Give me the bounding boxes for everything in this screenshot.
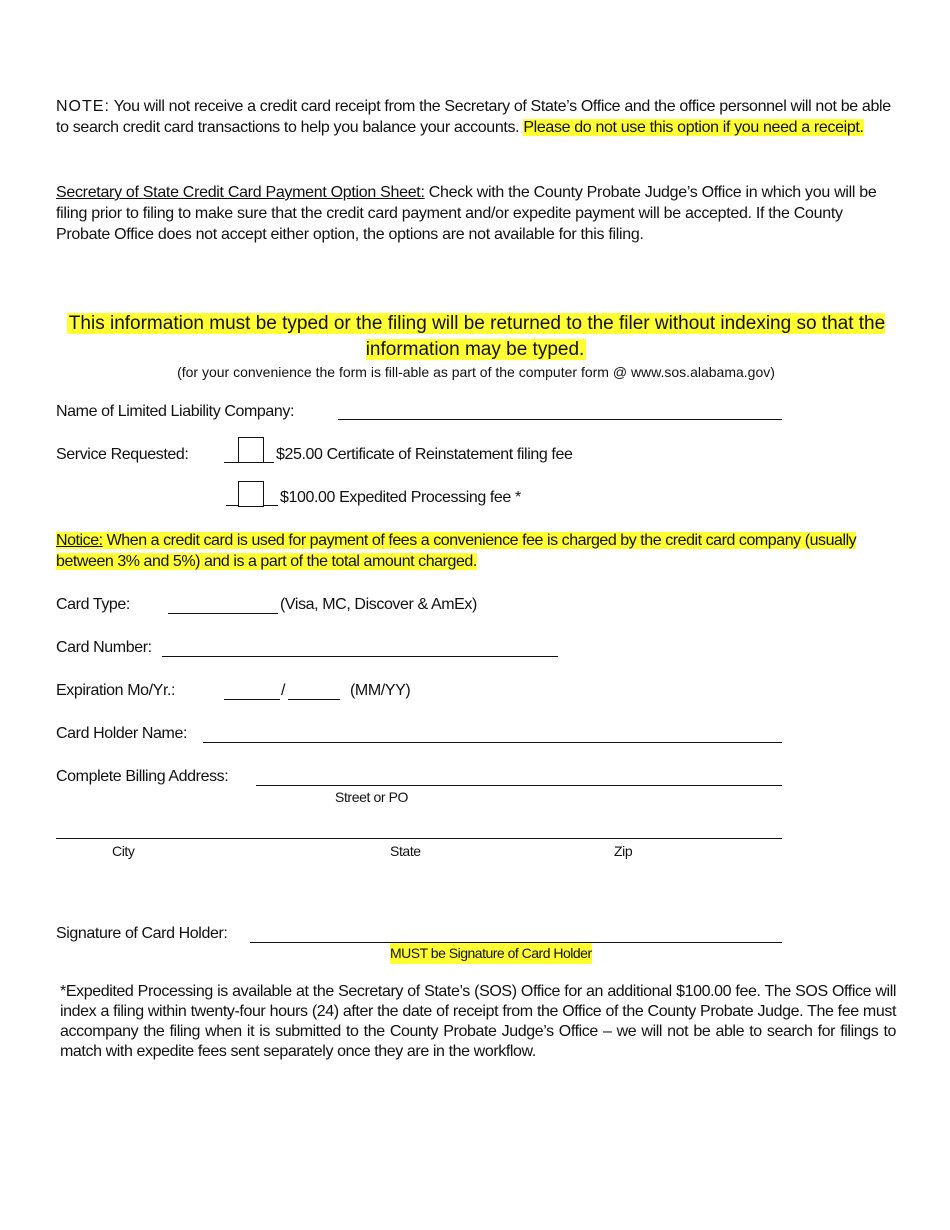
llc-name-input[interactable] bbox=[338, 419, 782, 420]
typed-notice bbox=[56, 311, 896, 363]
expiration-month-input[interactable] bbox=[224, 699, 280, 700]
typed-notice-subline: (for your convenience the form is fill-able as part of the computer form @ www.sos.alabama.gov) bbox=[177, 364, 775, 380]
reinstatement-fee-checkbox[interactable] bbox=[238, 437, 264, 463]
card-type-label: Card Type: bbox=[56, 596, 130, 613]
card-type-input[interactable] bbox=[168, 613, 278, 614]
note-highlight: Please do not use this option if you need a receipt. bbox=[523, 119, 864, 136]
reinstatement-fee-label: $25.00 Certificate of Reinstatement filing fee bbox=[276, 446, 573, 463]
card-number-input[interactable] bbox=[162, 656, 558, 657]
note-paragraph bbox=[56, 96, 892, 138]
card-number-label: Card Number: bbox=[56, 639, 152, 656]
card-type-hint: (Visa, MC, Discover & AmEx) bbox=[280, 596, 477, 613]
signature-caption: MUST be Signature of Card Holder bbox=[390, 943, 592, 964]
expedited-fee-label: $100.00 Expedited Processing fee * bbox=[280, 489, 521, 506]
expiration-hint: (MM/YY) bbox=[350, 682, 411, 699]
expiration-year-input[interactable] bbox=[288, 699, 340, 700]
expiration-label: Expiration Mo/Yr.: bbox=[56, 682, 176, 699]
option-sheet-label: Secretary of State Credit Card Payment Option Sheet: bbox=[56, 184, 425, 201]
option-sheet-paragraph bbox=[56, 182, 892, 245]
fee-notice-paragraph bbox=[56, 530, 896, 572]
card-holder-name-label: Card Holder Name: bbox=[56, 725, 188, 742]
note-label: NOTE: bbox=[56, 98, 110, 115]
billing-address-label: Complete Billing Address: bbox=[56, 768, 229, 785]
street-caption: Street or PO bbox=[335, 789, 409, 805]
state-caption: State bbox=[390, 843, 421, 859]
expedited-fee-checkbox[interactable] bbox=[238, 481, 264, 507]
billing-street-input[interactable] bbox=[256, 785, 782, 786]
signature-label: Signature of Card Holder: bbox=[56, 925, 228, 942]
zip-caption: Zip bbox=[614, 843, 633, 859]
billing-city-state-zip-input[interactable] bbox=[56, 838, 782, 839]
card-holder-name-input[interactable] bbox=[203, 742, 782, 743]
note-text: You will not receive a credit card receipt from the Secretary of State’s Office and the office personnel will not be able to search credit card transactions to help you balance your accounts. bbox=[56, 98, 891, 136]
service-requested-label: Service Requested: bbox=[56, 446, 189, 463]
fee-notice-text: When a credit card is used for payment of fees a convenience fee is charged by the credit card company (usually between 3% and 5%) and is a part of the total amount charged. bbox=[56, 532, 857, 570]
expedited-footnote: *Expedited Processing is available at the Secretary of State’s (SOS) Office for an additional $100.00 fee. The SOS Office will index a filing within twenty-four hours (24) after the date of receipt from the Office of the County Probate Judge. The fee must accompany the filing when it is submitted to the County Probate Judge’s Office – we will not be able to search for filings to match with expedite fees sent separately once they are in the workflow. bbox=[60, 983, 896, 1060]
llc-name-label: Name of Limited Liability Company: bbox=[56, 403, 295, 420]
expiration-separator: / bbox=[281, 682, 286, 699]
option-sheet-text: Check with the County Probate Judge’s Office in which you will be filing prior to filing to make sure that the credit card payment and/or expedite payment will be accepted. If the County Probate Office does not accept either option, the options are not available for this filing. bbox=[56, 184, 877, 243]
city-caption: City bbox=[112, 843, 135, 859]
fee-notice-label: Notice: bbox=[56, 532, 103, 549]
typed-notice-headline: This information must be typed or the filing will be returned to the filer without indexing so that the information may be typed. bbox=[68, 313, 886, 360]
